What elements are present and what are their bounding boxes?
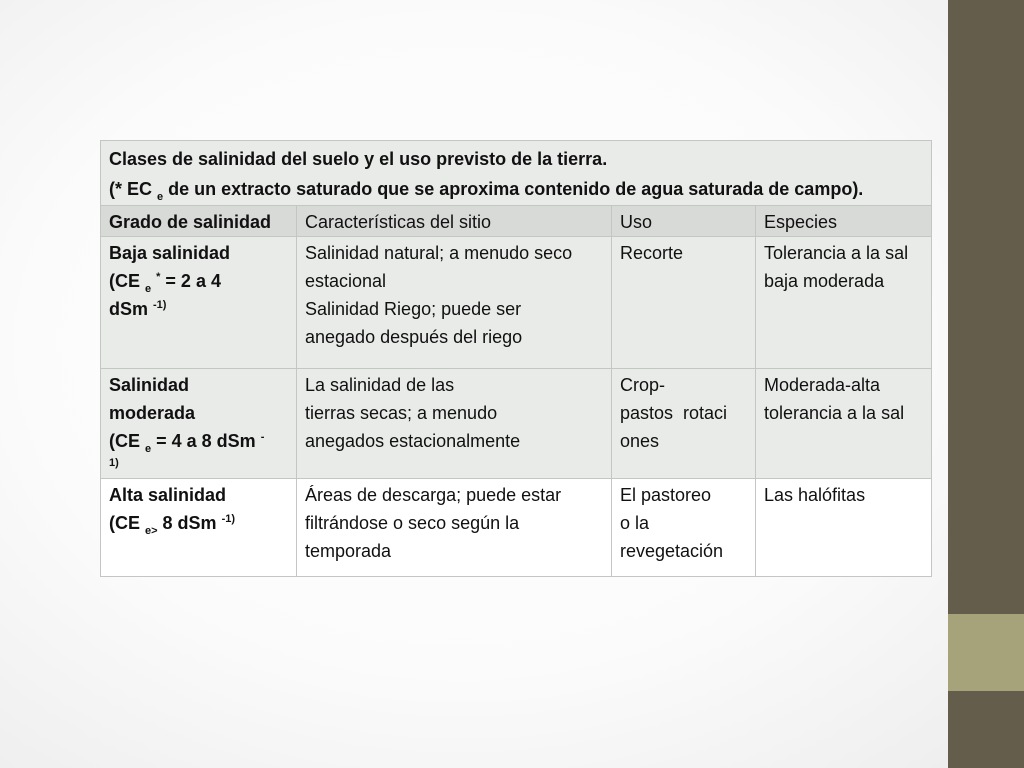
especies-cell: Tolerancia a la sal baja moderada [756,237,932,369]
grado-cell [101,237,297,369]
caracteristicas-cell: Salinidad natural; a menudo seco estacional Salinidad Riego; puede ser anegado después del riego [297,237,612,369]
title-line: Clases de salinidad del suelo y el uso previsto de la tierra. [109,149,608,169]
uso-cell: El pastoreo o la revegetación [612,479,756,577]
caracteristicas-cell: La salinidad de las tierras secas; a menudo anegados estacionalmente [297,369,612,479]
uso-cell: Recorte [612,237,756,369]
title-row [101,141,932,206]
header-row [101,206,932,237]
grado-range: (CE $_{e>}$ 8 dSm $^{-1)}$ [109,513,236,537]
grado-name: Baja salinidad [109,243,231,263]
header-caracteristicas: Características del sitio [297,206,612,237]
header-grado: Grado de salinidad [101,206,297,237]
side-decor-accent [948,614,1024,691]
grado-range: (CE $_e$ * = 2 a 4 [109,271,221,295]
table-row [101,369,932,479]
grado-cell: Salinidad moderada (CE $_e$ = 4 a 8 dSm - 1) [101,369,297,479]
salinity-table [100,140,932,577]
table-row [101,237,932,369]
grado-cell: Alta salinidad (CE $_{e>}$ 8 dSm $^{-1)}$ [101,479,297,577]
grado-unit: dSm $^{-1)}$ [109,299,167,319]
especies-cell: Moderada-alta tolerancia a la sal [756,369,932,479]
especies-cell: Las halófitas [756,479,932,577]
table-row [101,479,932,577]
grado-range: (CE $_e$ = 4 a 8 dSm - [109,431,265,455]
header-uso: Uso [612,206,756,237]
title-note: (* EC $_e$ de un extracto saturado que se aproxima contenido de agua saturada de campo). [109,179,864,203]
header-especies: Especies [756,206,932,237]
caracteristicas-cell: Áreas de descarga; puede estar filtrándose o seco según la temporada [297,479,612,577]
table-title [101,141,932,206]
uso-cell: Crop- pastos rotaci ones [612,369,756,479]
